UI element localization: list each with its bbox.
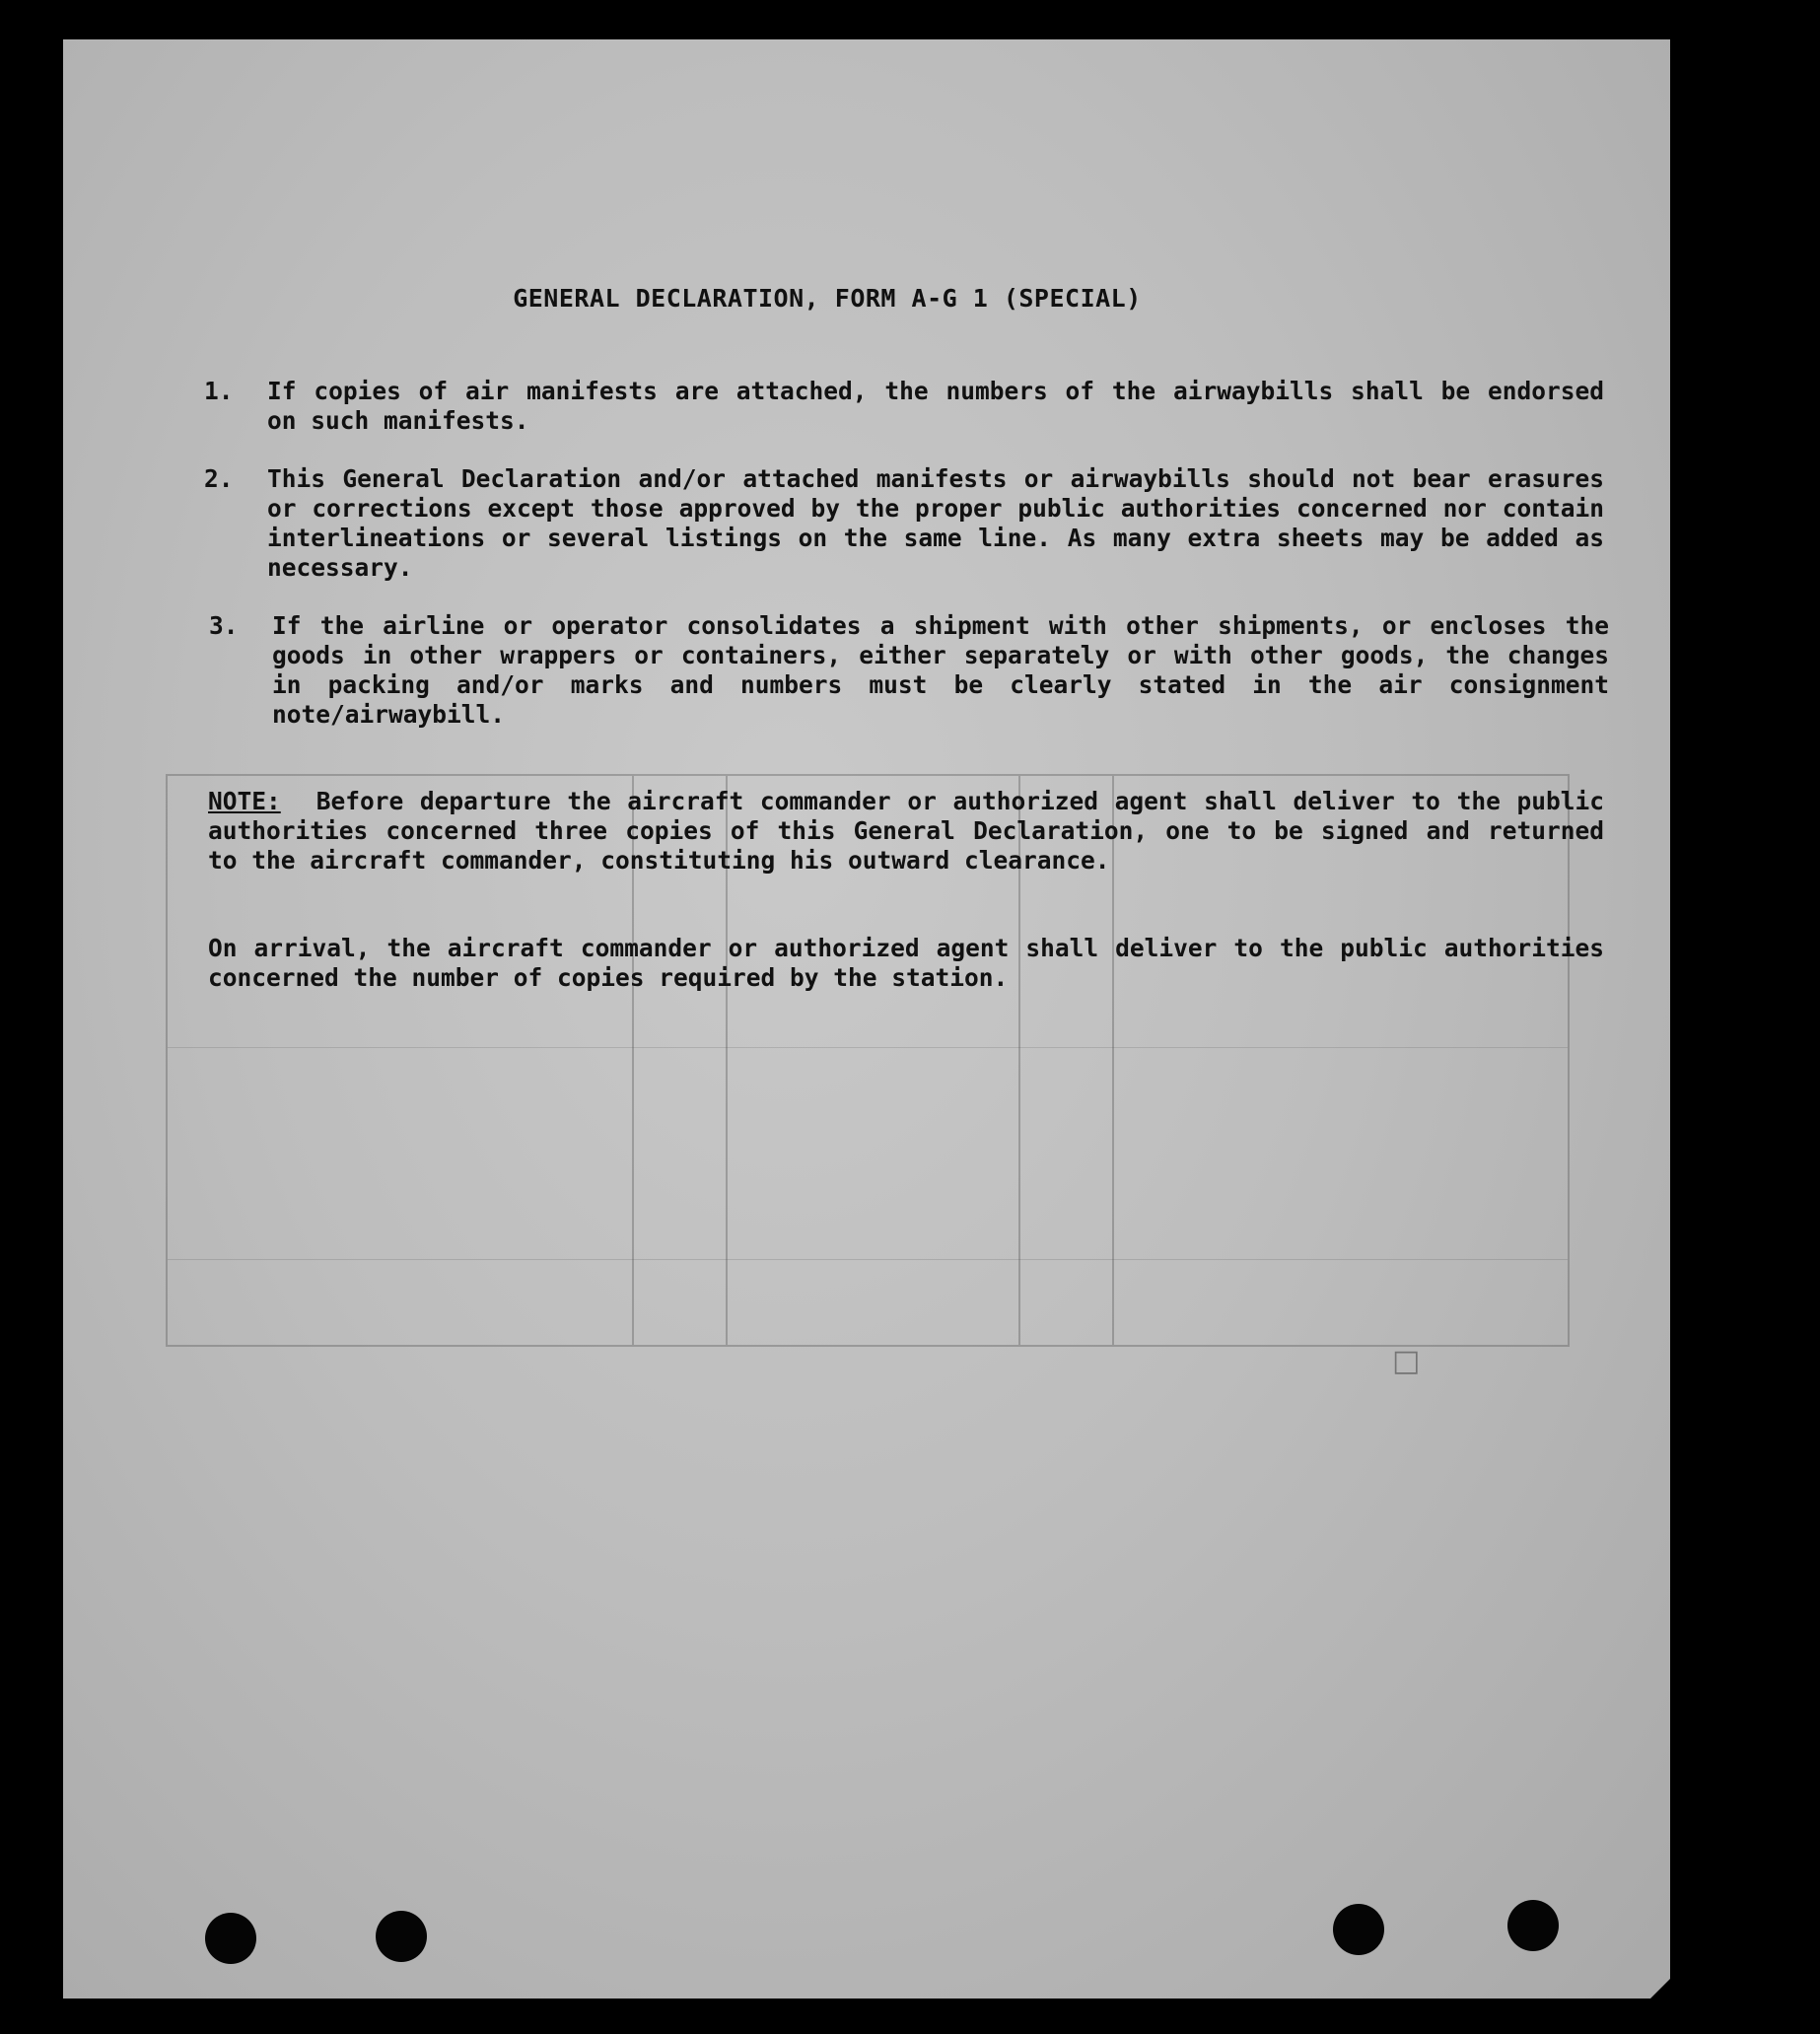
page-corner — [1650, 1979, 1670, 1999]
item-number: 3. — [209, 611, 239, 640]
item-text: If copies of air manifests are attached, the numbers of the airwaybills shall be endorsed on such manifests. — [267, 377, 1604, 435]
instruction-item — [204, 377, 1604, 436]
punch-hole — [1507, 1900, 1559, 1951]
punch-hole — [376, 1911, 427, 1962]
instruction-item — [209, 611, 1609, 730]
note-text: Before departure the aircraft commander or authorized agent shall deliver to the public authorities concerned three copies of this General Declaration, one to be signed and returned to the aircraft commander, constituting his outward clearance. — [208, 787, 1604, 875]
item-text: If the airline or operator consolidates a shipment with other shipments, or encloses the goods in other wrappers or containers, either separately or with other goods, the changes in packing and/or marks and numbers must be clearly stated in the air consignment note/airwaybill. — [272, 611, 1609, 729]
note-label: NOTE: — [208, 787, 281, 815]
item-number: 1. — [204, 377, 234, 405]
arrival-paragraph: On arrival, the aircraft commander or authorized agent shall deliver to the public authorities concerned the number of copies required by the station. — [208, 934, 1604, 992]
item-text: This General Declaration and/or attached manifests or airwaybills should not bear erasures or corrections except those approved by the proper public authorities concerned nor contain interlineations or several listings on the same line. As many extra sheets may be added as necessary. — [267, 464, 1604, 582]
punch-hole — [1333, 1904, 1384, 1955]
punch-hole — [205, 1913, 256, 1964]
bleed-through-mark: □ — [1392, 1344, 1421, 1378]
item-number: 2. — [204, 464, 234, 493]
bleed-through-line — [168, 1259, 1568, 1260]
form-title: GENERAL DECLARATION, FORM A-G 1 (SPECIAL) — [513, 284, 1142, 313]
note-paragraph — [208, 787, 1604, 876]
instruction-item — [204, 464, 1604, 583]
bleed-through-line — [168, 1047, 1568, 1048]
document-page — [63, 39, 1670, 1999]
